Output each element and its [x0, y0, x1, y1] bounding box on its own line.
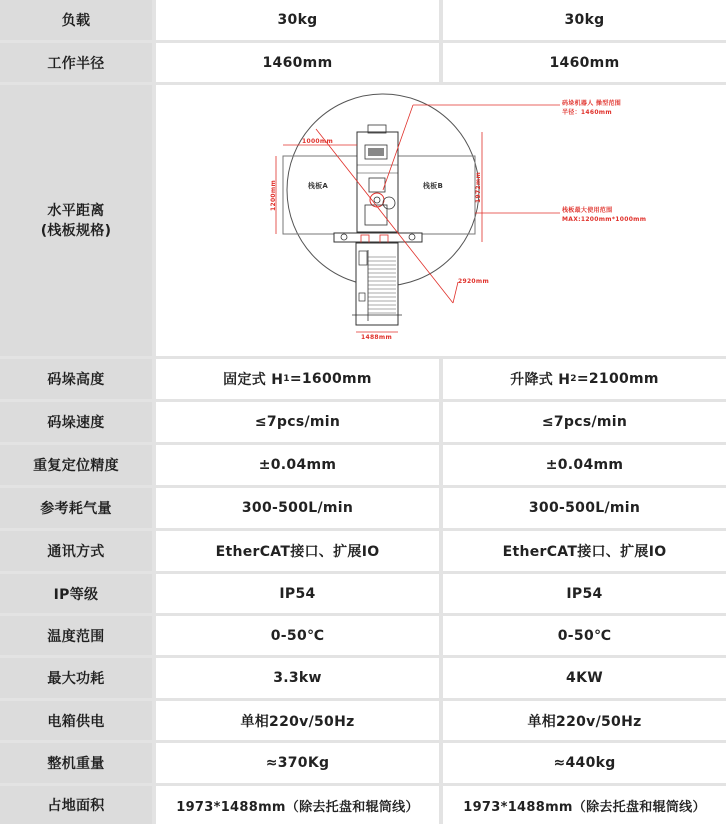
- dim-1972-label: 1972mm: [475, 171, 482, 203]
- value-weight-fixed: ≈370Kg: [156, 743, 439, 783]
- note-pallet-line1: 栈板最大使用范围: [562, 207, 613, 214]
- value-weight-lift: ≈440kg: [443, 743, 726, 783]
- value-height-fixed: [156, 359, 439, 399]
- row-label-stack-height: 码垛高度: [0, 359, 152, 399]
- conveyor-body: [356, 243, 398, 325]
- dim-2920-label: 2920mm: [458, 278, 490, 285]
- value-radius-fixed: 1460mm: [156, 43, 439, 82]
- row-label-max-power: 最大功耗: [0, 658, 152, 698]
- value-speed-fixed: ≤7pcs/min: [156, 402, 439, 442]
- height-fixed-value: =1600mm: [289, 371, 372, 387]
- table-row: [0, 445, 726, 485]
- table-row: [0, 531, 726, 571]
- table-row: [0, 43, 726, 82]
- value-supply-lift: 单相220v/50Hz: [443, 701, 726, 740]
- table-row: [0, 786, 726, 824]
- value-repeatability-lift: ±0.04mm: [443, 445, 726, 485]
- row-label-radius: 工作半径: [0, 43, 152, 82]
- value-supply-fixed: 单相220v/50Hz: [156, 701, 439, 740]
- row-label-weight: 整机重量: [0, 743, 152, 783]
- value-air-lift: 300-500L/min: [443, 488, 726, 528]
- table-row: [0, 658, 726, 698]
- row-label-stack-speed: 码垛速度: [0, 402, 152, 442]
- value-radius-lift: 1460mm: [443, 43, 726, 82]
- row-label-footprint: 占地面积: [0, 786, 152, 824]
- table-row: [0, 701, 726, 740]
- note-range-line2: 半径：1460mm: [562, 109, 612, 116]
- height-lift-subscript: 2: [570, 374, 577, 384]
- row-label-temperature: 温度范围: [0, 616, 152, 655]
- note-range-line1: 码垛机器人 操型范围: [562, 100, 622, 107]
- height-fixed-prefix: 固定式 H: [223, 372, 284, 388]
- dim-1488-label: 1488mm: [361, 334, 393, 341]
- value-ip-lift: IP54: [443, 574, 726, 613]
- row-label-air-consumption: 参考耗气量: [0, 488, 152, 528]
- value-speed-lift: ≤7pcs/min: [443, 402, 726, 442]
- dim-1000-label: 1000mm: [302, 138, 334, 145]
- pallet-a-outline: [283, 156, 357, 234]
- row-label-horizontal-distance: [0, 85, 152, 356]
- dim-1200-label: 1200mm: [270, 179, 277, 211]
- robot-cabinet: [357, 132, 398, 232]
- pallet-b-outline: [398, 156, 475, 234]
- table-row: [0, 574, 726, 613]
- value-comm-fixed: EtherCAT接口、扩展IO: [156, 531, 439, 571]
- value-power-lift: 4KW: [443, 658, 726, 698]
- layout-diagram-cell: [156, 85, 726, 356]
- pallet-a-label: 栈板A: [307, 182, 329, 190]
- value-air-fixed: 300-500L/min: [156, 488, 439, 528]
- height-lift-value: =2100mm: [576, 371, 659, 387]
- label-line-2: (栈板规格): [40, 222, 112, 239]
- row-label-ip-rating: IP等级: [0, 574, 152, 613]
- table-row: [0, 402, 726, 442]
- value-temp-fixed: 0-50℃: [156, 616, 439, 655]
- row-label-repeatability: 重复定位精度: [0, 445, 152, 485]
- value-load-lift: 30kg: [443, 0, 726, 40]
- value-temp-lift: 0-50℃: [443, 616, 726, 655]
- table-row: [0, 0, 726, 40]
- label-line-1: 水平距离: [47, 202, 105, 219]
- value-footprint-fixed: 1973*1488mm（除去托盘和辊筒线）: [156, 786, 439, 824]
- pallet-b-label: 栈板B: [422, 182, 444, 190]
- row-label-power-supply: 电箱供电: [0, 701, 152, 740]
- row-label-load: 负载: [0, 0, 152, 40]
- value-comm-lift: EtherCAT接口、扩展IO: [443, 531, 726, 571]
- table-row: [0, 488, 726, 528]
- table-row: [0, 616, 726, 655]
- value-power-fixed: 3.3kw: [156, 658, 439, 698]
- layout-diagram: [156, 85, 726, 356]
- value-height-lift: [443, 359, 726, 399]
- row-label-communication: 通讯方式: [0, 531, 152, 571]
- height-lift-prefix: 升降式 H: [510, 372, 571, 388]
- value-footprint-lift: 1973*1488mm（除去托盘和辊筒线）: [443, 786, 726, 824]
- table-row: [0, 359, 726, 399]
- height-fixed-subscript: 1: [283, 374, 290, 384]
- note-pallet-line2: MAX:1200mm*1000mm: [562, 216, 647, 223]
- value-load-fixed: 30kg: [156, 0, 439, 40]
- value-ip-fixed: IP54: [156, 574, 439, 613]
- table-row: [0, 743, 726, 783]
- table-row-diagram: [0, 85, 726, 356]
- value-repeatability-fixed: ±0.04mm: [156, 445, 439, 485]
